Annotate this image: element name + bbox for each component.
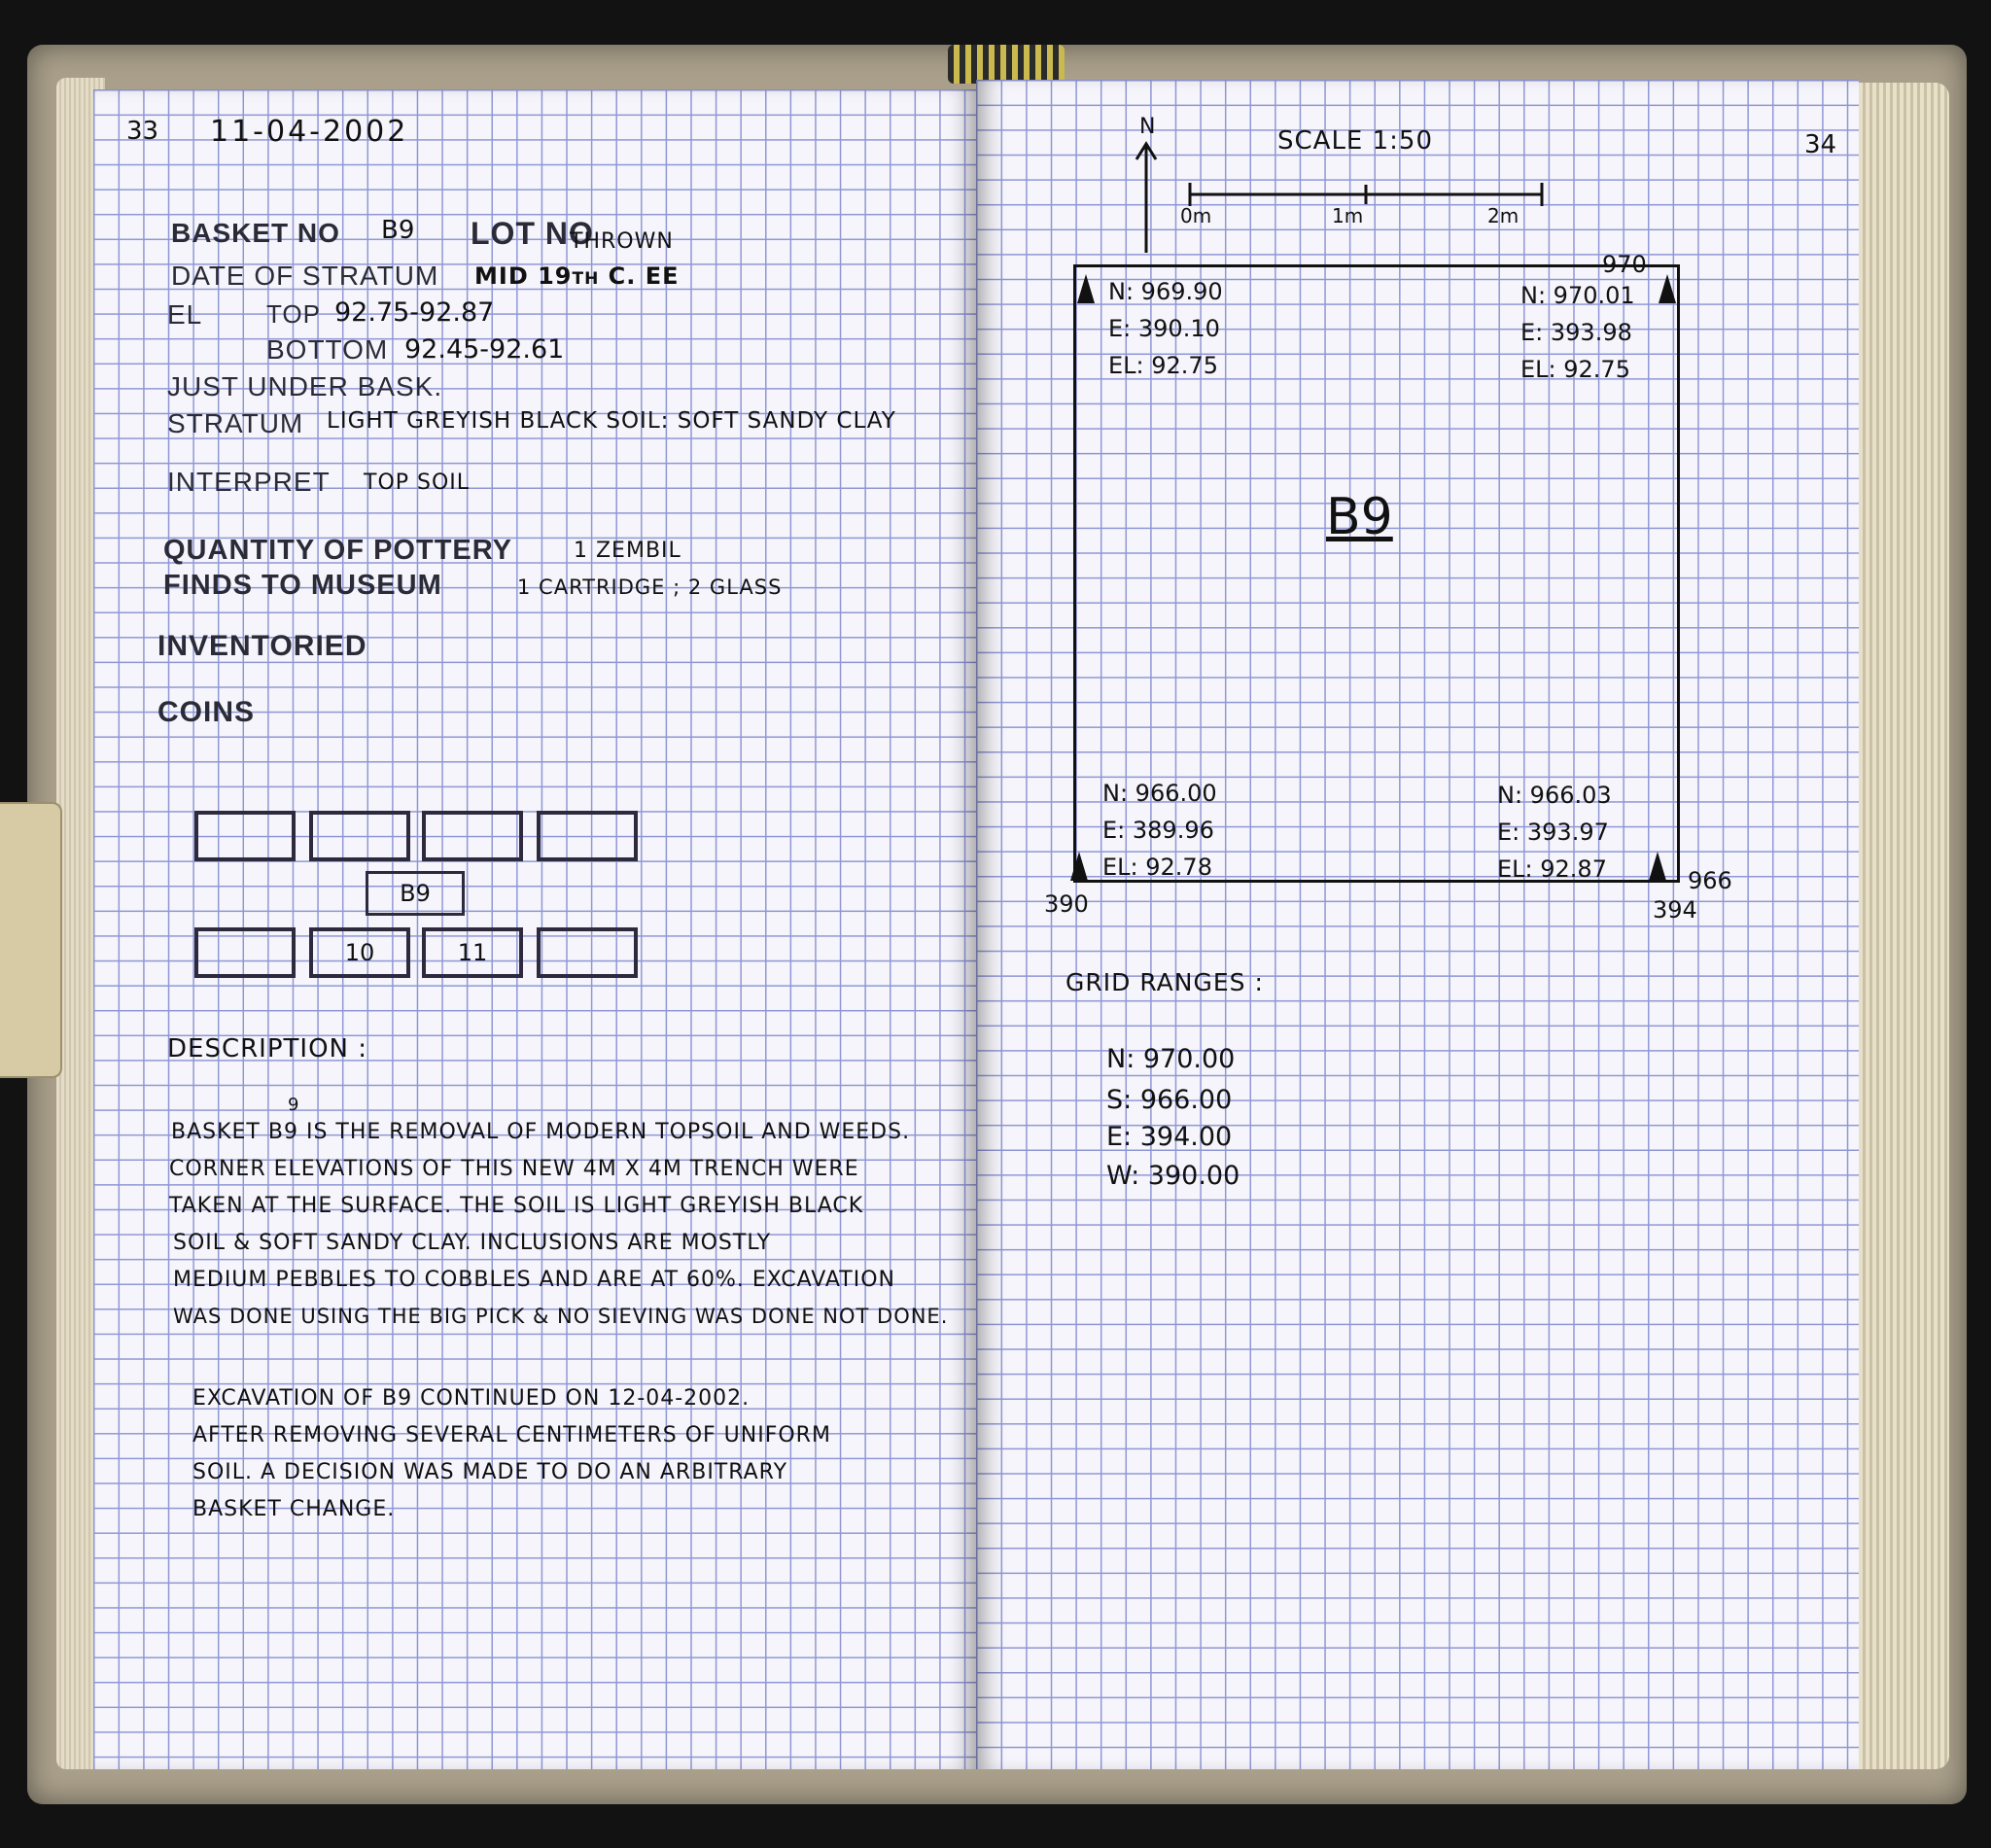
description-heading: DESCRIPTION : [167, 1034, 368, 1063]
description-line: MEDIUM PEBBLES TO COBBLES AND ARE AT 60%. EXCAVATION [173, 1268, 895, 1292]
entry-date: 11-04-2002 [210, 115, 409, 149]
grid-box [309, 811, 410, 861]
quantity-of-pottery-label: QUANTITY OF POTTERY [163, 535, 512, 566]
grid-box [537, 927, 638, 978]
lot-value: THROWN [570, 229, 674, 254]
grid-box [194, 927, 296, 978]
top-label: TOP [266, 299, 321, 329]
corner-marker-icon [1070, 852, 1088, 881]
bottom-label: BOTTOM [266, 334, 389, 365]
north-label: N [1139, 115, 1156, 139]
grid-box-current: B9 [366, 871, 465, 916]
grid-range-south: S: 966.00 [1106, 1085, 1233, 1115]
plan-axis-label: 970 [1602, 251, 1647, 278]
basket-label: BASKET NO [171, 218, 340, 248]
corner-sw-east: E: 389.96 [1102, 817, 1214, 844]
plan-axis-label: 394 [1653, 896, 1697, 924]
north-arrow-icon [1132, 138, 1161, 255]
bottom-value: 92.45-92.61 [404, 334, 565, 365]
continuation-line: EXCAVATION OF B9 CONTINUED ON 12-04-2002. [192, 1386, 751, 1411]
description-line: WAS DONE USING THE BIG PICK & NO SIEVING WAS DONE NOT DONE. [173, 1305, 949, 1328]
grid-ranges-heading: GRID RANGES : [1065, 968, 1264, 996]
scale-tick-label: 0m [1180, 204, 1212, 227]
interpret-value: TOP SOIL [364, 471, 471, 495]
grid-box [537, 811, 638, 861]
description-line: CORNER ELEVATIONS OF THIS NEW 4M X 4M TRENCH WERE [169, 1157, 859, 1181]
plan-axis-label: 390 [1044, 890, 1089, 918]
top-value: 92.75-92.87 [334, 297, 495, 328]
corner-marker-icon [1077, 274, 1095, 303]
grid-range-north: N: 970.00 [1106, 1044, 1236, 1074]
grid-box: 10 [309, 927, 410, 978]
corner-marker-icon [1649, 852, 1666, 881]
stratum-label: STRATUM [167, 408, 304, 438]
date-of-stratum-value: MID 19th C. EE [474, 262, 680, 290]
stratum-value: LIGHT GREYISH BLACK SOIL: SOFT SANDY CLAY [327, 408, 896, 434]
left-page [93, 89, 976, 1769]
spine-headband [948, 45, 1065, 84]
corner-sw-elevation: EL: 92.78 [1102, 854, 1212, 881]
corner-ne-north: N: 970.01 [1520, 282, 1635, 309]
corner-se-east: E: 393.97 [1497, 819, 1609, 846]
corner-nw-elevation: EL: 92.75 [1108, 352, 1218, 379]
finds-to-museum-label: FINDS TO MUSEUM [163, 570, 442, 601]
description-superscript: 9 [288, 1095, 299, 1115]
scale-label: SCALE 1:50 [1277, 126, 1434, 156]
grid-box [194, 811, 296, 861]
plan-basket-label: B9 [1326, 488, 1393, 546]
scale-tick-label: 2m [1487, 204, 1519, 227]
corner-se-elevation: EL: 92.87 [1497, 855, 1607, 883]
inventoried-label: INVENTORIED [157, 630, 367, 662]
page-number-right: 34 [1804, 130, 1837, 159]
corner-ne-east: E: 393.98 [1520, 319, 1632, 346]
corner-se-north: N: 966.03 [1497, 782, 1612, 809]
continuation-line: SOIL. A DECISION WAS MADE TO DO AN ARBITRARY [192, 1460, 788, 1484]
plan-axis-label: 966 [1688, 867, 1732, 894]
continuation-line: AFTER REMOVING SEVERAL CENTIMETERS OF UNIFORM [192, 1423, 831, 1447]
grid-box [422, 811, 523, 861]
corner-sw-north: N: 966.00 [1102, 780, 1217, 807]
grid-range-east: E: 394.00 [1106, 1122, 1233, 1152]
basket-value: B9 [381, 216, 415, 245]
elevation-label: EL [167, 299, 203, 330]
description-line: TAKEN AT THE SURFACE. THE SOIL IS LIGHT GREYISH BLACK [169, 1194, 864, 1218]
coins-label: COINS [157, 696, 256, 728]
corner-marker-icon [1659, 274, 1676, 303]
corner-ne-elevation: EL: 92.75 [1520, 356, 1630, 383]
lot-label: LOT NO [471, 216, 594, 251]
description-line: SOIL & SOFT SANDY CLAY. INCLUSIONS ARE MOSTLY [173, 1231, 772, 1255]
page-edges-right [1852, 83, 1949, 1769]
bookmark-ribbon[interactable] [0, 802, 62, 1078]
page-number-left: 33 [126, 117, 159, 146]
corner-nw-east: E: 390.10 [1108, 315, 1220, 342]
interpret-label: INTERPRET [167, 467, 331, 497]
description-line: BASKET B9 IS THE REMOVAL OF MODERN TOPSOIL AND WEEDS. [171, 1120, 911, 1144]
finds-to-museum-value: 1 CARTRIDGE ; 2 GLASS [517, 575, 783, 599]
grid-box: 11 [422, 927, 523, 978]
corner-nw-north: N: 969.90 [1108, 278, 1223, 305]
quantity-of-pottery-value: 1 ZEMBIL [574, 539, 681, 563]
date-of-stratum-label: DATE OF STRATUM [171, 261, 439, 291]
grid-range-west: W: 390.00 [1106, 1161, 1240, 1191]
scale-tick-label: 1m [1332, 204, 1364, 227]
just-under-label: JUST UNDER BASK. [167, 371, 443, 401]
continuation-line: BASKET CHANGE. [192, 1497, 396, 1521]
